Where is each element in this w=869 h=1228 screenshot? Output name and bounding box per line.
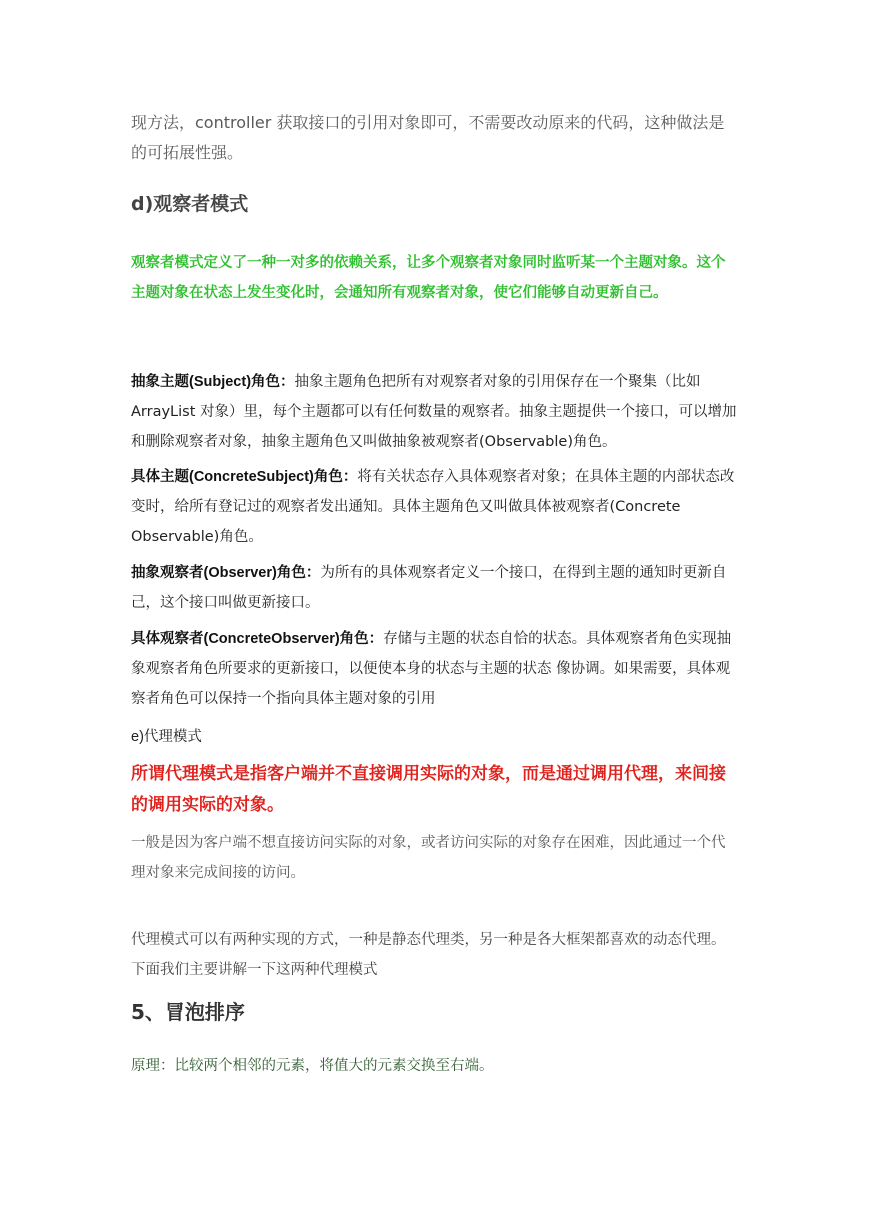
role-key: 具体观察者(ConcreteObserver)角色： [131, 631, 384, 647]
role-text: 为所有的具体观察者定义一个接口，在得到主题的通知时更新自己，这个接口叫做更新接口。 [131, 565, 727, 611]
proxy-paragraph-1: 一般是因为客户端不想直接访问实际的对象，或者访问实际的对象存在困难，因此通过一个代理对象来完成间接的访问。 [131, 835, 726, 881]
proxy-definition: 所谓代理模式是指客户端并不直接调用实际的对象，而是通过调用代理，来间接的调用实际的对象。 [131, 764, 726, 815]
role-abstract-subject [131, 367, 739, 457]
bubble-sort-heading: 5、冒泡排序 [131, 1000, 245, 1024]
role-key: 抽象主题(Subject)角色： [131, 374, 295, 390]
role-concrete-subject [131, 462, 739, 552]
role-abstract-observer [131, 558, 739, 618]
role-concrete-observer [131, 624, 739, 714]
proxy-paragraph-2: 代理模式可以有两种实现的方式，一种是静态代理类，另一种是各大框架都喜欢的动态代理。下面我们主要讲解一下这两种代理模式 [131, 932, 726, 978]
role-text: 将有关状态存入具体观察者对象；在具体主题的内部状态改变时，给所有登记过的观察者发出通知。具体主题角色又叫做具体被观察者(Concrete Observable)角色。 [131, 469, 735, 545]
observer-definition: 观察者模式定义了一种一对多的依赖关系，让多个观察者对象同时监听某一个主题对象。这个主题对象在状态上发生变化时，会通知所有观察者对象，使它们能够自动更新自己。 [131, 255, 726, 301]
observer-heading: d)观察者模式 [131, 193, 249, 215]
intro-paragraph: 现方法，controller 获取接口的引用对象即可，不需要改动原来的代码，这种做法是的可拓展性强。 [131, 113, 725, 162]
proxy-heading: e)代理模式 [131, 729, 202, 745]
role-key: 抽象观察者(Observer)角色： [131, 565, 321, 581]
role-key: 具体主题(ConcreteSubject)角色： [131, 469, 358, 485]
role-text: 抽象主题角色把所有对观察者对象的引用保存在一个聚集（比如 ArrayList 对象）里，每个主题都可以有任何数量的观察者。抽象主题提供一个接口，可以增加和删除观察者对象，抽象主题角色又叫做抽象被观察者(Observable)角色。 [131, 374, 737, 450]
role-text: 存储与主题的状态自恰的状态。具体观察者角色实现抽象观察者角色所要求的更新接口，以便使本身的状态与主题的状态 像协调。如果需要，具体观察者角色可以保持一个指向具体主题对象的引用 [131, 631, 732, 707]
bubble-sort-principle: 原理：比较两个相邻的元素，将值大的元素交换至右端。 [131, 1058, 494, 1074]
